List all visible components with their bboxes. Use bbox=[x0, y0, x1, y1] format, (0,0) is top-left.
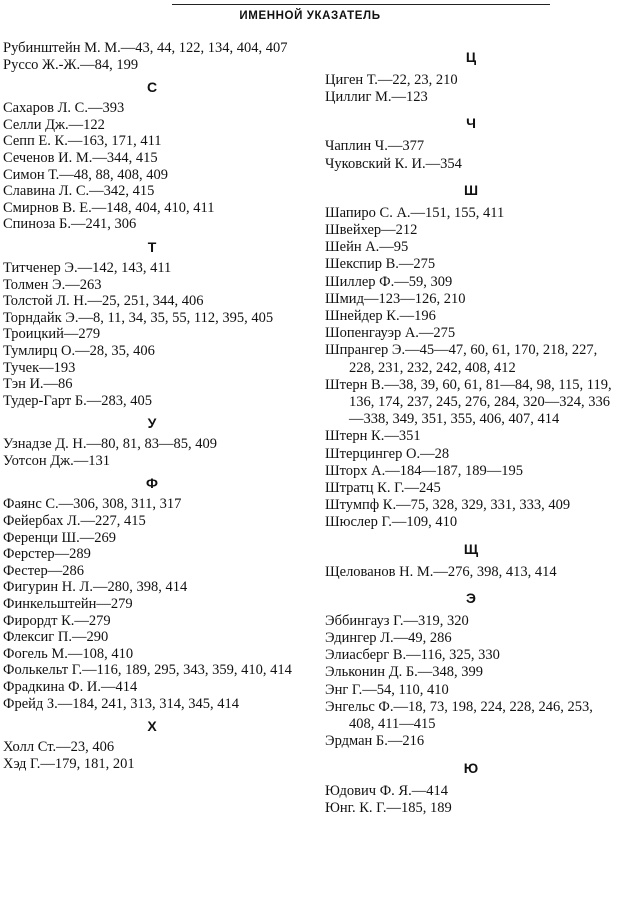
index-entry: Чаплин Ч.—377 bbox=[325, 138, 425, 155]
index-entry: Чуковский К. И.—354 bbox=[325, 155, 462, 172]
index-entry: Смирнов В. Е.—148, 404, 410, 411 bbox=[3, 199, 215, 216]
index-entry: Штумпф К.—75, 328, 329, 331, 333, 409 bbox=[325, 497, 571, 514]
index-entry: Ференци Ш.—269 bbox=[3, 529, 116, 546]
section-letter: Т bbox=[147, 238, 157, 255]
index-entry: Эббингауз Г.—319, 320 bbox=[325, 612, 469, 629]
index-entry: Шмид—123—126, 210 bbox=[325, 290, 466, 307]
section-letter: Э bbox=[466, 589, 476, 606]
section-letter: Ц bbox=[465, 49, 477, 65]
index-entry: Элиасберг В.—116, 325, 330 bbox=[325, 647, 500, 664]
index-entry: Толстой Л. Н.—25, 251, 344, 406 bbox=[3, 293, 204, 310]
index-entry: Спиноза Б.—241, 306 bbox=[3, 216, 137, 233]
index-entry: Сахаров Л. С.—393 bbox=[3, 100, 125, 117]
index-entry: Славина Л. С.—342, 415 bbox=[3, 183, 155, 200]
section-letter: Ч bbox=[466, 115, 476, 132]
index-entry: Фейербах Л.—227, 415 bbox=[3, 513, 146, 530]
index-entry: Холл Ст.—23, 406 bbox=[3, 739, 115, 756]
index-entry: Сеченов И. М.—344, 415 bbox=[3, 149, 158, 166]
index-entry: Фрейд З.—184, 241, 313, 314, 345, 414 bbox=[3, 695, 240, 712]
index-entry: Финкельштейн—279 bbox=[3, 596, 133, 613]
index-entry: Шпрангер Э.—45—47, 60, 61, 170, 218, 227, 228, 231, 232, 242, 408, 412 bbox=[325, 342, 598, 376]
index-entry: Титченер Э.—142, 143, 411 bbox=[3, 259, 172, 276]
index-entry: Тэн И.—86 bbox=[3, 376, 73, 393]
section-letter: Х bbox=[147, 718, 157, 735]
index-entry: Штерн К.—351 bbox=[325, 428, 421, 445]
index-entry: Шопенгауэр А.—275 bbox=[325, 325, 456, 342]
index-entry: Шторх А.—184—187, 189—195 bbox=[325, 462, 523, 479]
index-entry: Циллиг М.—123 bbox=[325, 89, 428, 106]
index-entry: Уотсон Дж.—131 bbox=[3, 452, 111, 469]
index-entry: Шейн А.—95 bbox=[325, 239, 409, 256]
index-entry: Троицкий—279 bbox=[3, 326, 101, 343]
section-letter: Ф bbox=[146, 475, 158, 492]
index-entry: Флексиг П.—290 bbox=[3, 629, 109, 646]
index-entry: Ферстер—289 bbox=[3, 546, 91, 563]
index-entry: Симон Т.—48, 88, 408, 409 bbox=[3, 166, 169, 183]
index-entry: Фолькельт Г.—116, 189, 295, 343, 359, 410, 414 bbox=[3, 662, 292, 679]
index-entry: Фрадкина Ф. И.—414 bbox=[3, 679, 138, 695]
section-letter: Ю bbox=[463, 759, 479, 776]
index-entry: Селли Дж.—122 bbox=[3, 116, 105, 133]
index-entry: Щелованов Н. М.—276, 398, 413, 414 bbox=[325, 563, 557, 580]
index-entry: Штерн В.—38, 39, 60, 61, 81—84, 98, 115, 119, 136, 174, 237, 245, 276, 284, 320—324, 336—338, 349, 351, 355, 406, 407, 414 bbox=[325, 376, 612, 428]
index-entry: Узнадзе Д. Н.—80, 81, 83—85, 409 bbox=[3, 436, 217, 453]
section-letter: С bbox=[146, 79, 158, 96]
section-letter: Щ bbox=[463, 540, 479, 557]
header-rule bbox=[172, 4, 550, 5]
index-entry: Руссо Ж.-Ж.—84, 199 bbox=[3, 56, 139, 73]
index-entry: Торндайк Э.—8, 11, 34, 35, 55, 112, 395, 405 bbox=[3, 309, 274, 326]
index-entry: Шнейдер К.—196 bbox=[325, 308, 436, 325]
index-entry: Эрдман Б.—216 bbox=[325, 733, 425, 750]
index-entry: Шапиро С. А.—151, 155, 411 bbox=[325, 204, 505, 221]
index-entry: Тудер-Гарт Б.—283, 405 bbox=[3, 392, 153, 409]
index-entry: Фирордт К.—279 bbox=[3, 612, 111, 629]
index-entry: Юнг. К. Г.—185, 189 bbox=[325, 799, 452, 816]
index-entry: Шекспир В.—275 bbox=[325, 256, 436, 273]
index-entry: Эдингер Л.—49, 286 bbox=[325, 630, 452, 647]
index-entry: Шюслер Г.—109, 410 bbox=[325, 514, 458, 531]
index-entry: Энг Г.—54, 110, 410 bbox=[325, 681, 449, 698]
index-entry: Фигурин Н. Л.—280, 398, 414 bbox=[3, 579, 188, 596]
index-entry: Энгельс Ф.—18, 73, 198, 224, 228, 246, 253, 408, 411—415 bbox=[325, 698, 593, 733]
index-column-right bbox=[325, 40, 617, 817]
section-letter: У bbox=[147, 415, 157, 432]
index-entry: Штратц К. Г.—245 bbox=[325, 480, 441, 497]
index-column-left bbox=[3, 40, 301, 772]
index-entry: Рубинштейн М. М.—43, 44, 122, 134, 404, 407 bbox=[3, 40, 288, 56]
index-entry: Хэд Г.—179, 181, 201 bbox=[3, 755, 135, 772]
index-entry: Фестер—286 bbox=[3, 562, 84, 579]
index-entry: Сепп Е. К.—163, 171, 411 bbox=[3, 133, 162, 150]
index-entry: Тучек—193 bbox=[3, 359, 76, 376]
index-entry: Фогель М.—108, 410 bbox=[3, 645, 134, 662]
index-entry: Фаянс С.—306, 308, 311, 317 bbox=[3, 496, 182, 513]
index-entry: Шиллер Ф.—59, 309 bbox=[325, 273, 453, 290]
index-entry: Юдович Ф. Я.—414 bbox=[325, 782, 448, 799]
running-head: ИМЕННОЙ УКАЗАТЕЛЬ bbox=[239, 10, 381, 22]
index-entry: Штерцингер О.—28 bbox=[325, 445, 450, 462]
index-entry: Циген Т.—22, 23, 210 bbox=[325, 72, 458, 88]
index-entry: Тумлирц О.—28, 35, 406 bbox=[3, 342, 155, 359]
index-entry: Швейхер—212 bbox=[325, 222, 418, 239]
index-entry: Толмен Э.—263 bbox=[3, 276, 102, 293]
section-letter: Ш bbox=[463, 181, 479, 198]
index-entry: Эльконин Д. Б.—348, 399 bbox=[325, 664, 484, 681]
